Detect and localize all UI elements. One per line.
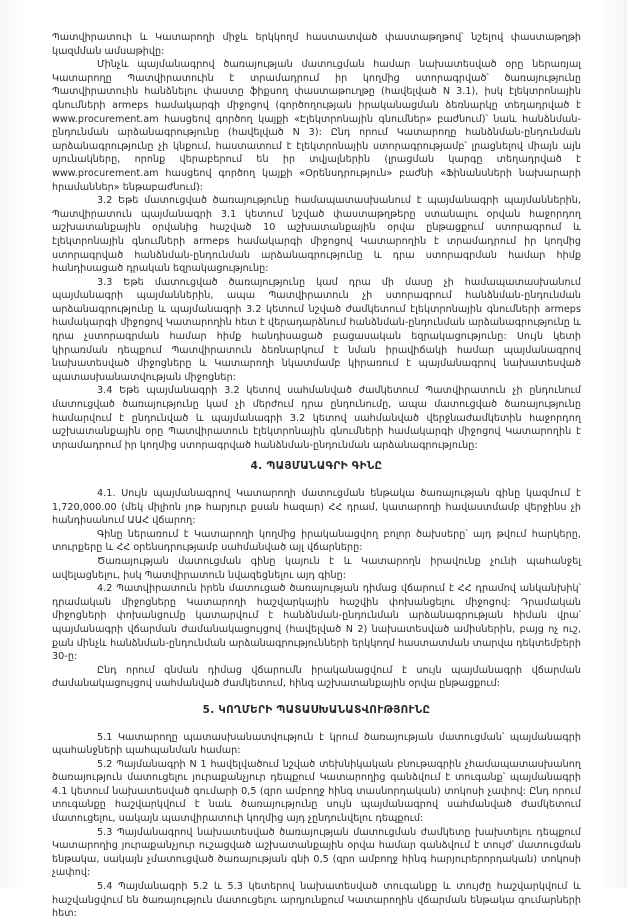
document-body — [52, 31, 581, 921]
section-5-heading: 5. ԿՈՂՄԵՐԻ ՊԱՏԱՍԽԱՆԱՏՎՈՒԹՅՈՒՆԸ — [202, 703, 431, 716]
paragraph-price-fixed: Ծառայության մատուցման գինը կայուն է և Կատարողն իրավունք չունի պահանջել ավելացնելու, իսկ Պատվիրատուն նվազեցնելու այդ գինը: — [52, 555, 581, 581]
section-4-heading: 4. ՊԱՅՄԱՆԱԳՐԻ ԳԻՆԸ — [250, 460, 383, 473]
paragraph-4-1: 4.1. Սույն պայմանագրով Կատարողի մատուցման ենթակա ծառայության գինը կազմում է 1,720,000.00 (մեկ միլիոն յոթ հարյուր քսան հազար) ՀՀ դրամ, կատարողի հավաստմամբ վերջինս չի հանդիսանում ԱԱՀ վճարող: — [52, 488, 581, 527]
paragraph-payment-timing: Ընդ որում գնման դիմաց վճարումն իրականացվում է սույն պայմանագրի վճարման ժամանակացույցով սահմանված ժամկետում, հինգ աշխատանքային օրվա ընթացքում: — [52, 664, 581, 690]
paragraph-5-2: 5.2 Պայմանագրի N 1 հավելվածում նշված տեխնիկական բնութագրին չհամապատասխանող ծառայություն մատուցելու յուրաքանչյուր դեպքում Կատարողից գանձվում է տուգանք՝ պայմանագրի 4.1 կետում նախատեսված գումարի 0,5 (զրո ամբողջ հինգ տասնորդական) տոկոսի չափով: Ընդ որում տուգանքը հաշվարկվում է նաև ծառայությունը սույն պայմանագրով սահմանված ժամկետում մատուցելու, սակայն պատվիրատուի կողմից այդ չընդունվելու դեպքում: — [52, 758, 581, 825]
paragraph-3-3: 3.3 Եթե մատուցված ծառայությունը կամ դրա մի մասը չի համապատասխանում պայմանագրի պայմաններին, ապա Պատվիրատուն չի ստորագրում հանձնման-ընդունման արձանագրությունը և պայմանագրի 3.2 կետում նշված ժամկետում էլեկտրոնային գնումների armeps համակարգի միջոցով Կատարողին հետ է վերադարձնում հանձնման-ընդունման արձանագրությունը և դրա չստորագրման համար հիմք հանդիսացած բացասական եզրակացությունը: Սույն կետի կիրառման դեպքում Պատվիրատուն ձեռնարկում է նման իրավիճակի համար պայմանագրով նախատեսված միջոցները և Կատարողի նկատմամբ կիրառում է պայմանագրով նախատեսված պատասխանատվության միջոցներ: — [52, 276, 581, 383]
paragraph-3-2: 3.2 Եթե մատուցված ծառայությունը համապատասխանում է պայմանագրի պայմաններին, Պատվիրատուն պայմանագրի 3.1 կետում նշված փաստաթղթերը ստանալու օրվան հաջորդող աշխատանքային օրվանից հաշված 10 աշխատանքային օրվա ընթացքում ստորագրում և էլեկտրոնային գնումների armeps համակարգի միջոցով Կատարողին է տրամադրում իր կողմից ստորագրված հանձնման-ընդունման արձանագրությունը և դրա ստորագրման համար հիմք հանդիսացած դրական եզրակացությունը: — [52, 195, 581, 275]
paragraph-price-includes: Գինը ներառում է Կատարողի կողմից իրականացվող բոլոր ծախսերը՝ այդ թվում հարկերը, տուրքերը և ՀՀ օրենսդրությամբ սահմանված այլ վճարները: — [52, 528, 581, 554]
paragraph-3-4: 3.4 Եթե պայմանագրի 3.2 կետով սահմանված ժամկետում Պատվիրատուն չի ընդունում մատուցված ծառայությունը կամ չի մերժում դրա ընդունումը, ապա մատուցված ծառայությունը համարվում է ընդունված և պայմանագրի 3.2 կետով սահմանված վերջնաժամկետին հաջորդող աշխատանքային օրը Պատվիրատուն էլեկտրոնային գնումների համակարգի միջոցով Կատարողին է տրամադրում իր կողմից ստորագրված հանձնման-ընդունման արձանագրությունը: — [52, 385, 581, 451]
paragraph-4-2: 4.2 Պատվիրատուն իրեն մատուցած ծառայության դիմաց վճարում է ՀՀ դրամով անկանխիկ՝ դրամական միջոցները Կատարողի հաշվարկային հաշվին փոխանցելու միջոցով: Դրամական միջոցների փոխանցումը կատարվում է հանձնման-ընդունման արձանագրության հիման վրա՝ պայմանագրի վճարման ժամանակացույցով (հավելված N 2) նախատեսված ամիսներին, բայց ոչ ուշ, քան մինչև հանձնման-ընդունման արձանագրությունների երկկողմ հաստատման տարվա դեկտեմբերի 30-ը: — [52, 583, 581, 663]
paragraph-5-4: 5.4 Պայմանագրի 5.2 և 5.3 կետերով նախատեսված տուգանքը և տույժը հաշվարկվում և հաշվանցվում են ծառայություն մատուցելու արդյունքում Կատարողին վճարման ենթակա գումարների հետ: — [52, 881, 581, 920]
paragraph-5-1: 5.1 Կատարողը պատասխանատվություն է կրում ծառայության մատուցման՝ պայմանագրի պահանջների պահպանման համար: — [52, 731, 581, 757]
paragraph-acceptance-date: Պատվիրատուի և Կատարողի միջև երկկողմ հաստատված փաստաթղթով՝ նշելով փաստաթղթի կազմման ամսաթիվը: — [52, 32, 581, 57]
paragraph-5-3: 5.3 Պայմանագրով նախատեսված ծառայության մատուցման ժամկետը խախտելու դեպքում Կատարողից յուրաքանչյուր ուշացված աշխատանքային օրվա համար գանձվում է տույժ՝ մատուցման ենթակա, սակայն չմատուցված ծառայության գնի 0,5 (զրո ամբողջ հինգ հարյուրերորդական) տոկոսի չափով: — [52, 826, 581, 879]
paragraph-handover-document: Մինչև պայմանագրով ծառայության մատուցման համար նախատեսված օրը ներառյալ Կատարողը Պատվիրատուին է տրամադրում իր կողմից ստորագրված՝ ծառայությունը Պատվիրատուին հանձնելու փաստը ֆիքսող փաստաթուղթը (հավելված N 3.1), իսկ էլեկտրոնային գնումների armeps համակարգի միջոցով (գործողության իրականացման ձեռնարկը տեղադրված է www.procurement.am հասցեով գործող կայքի «Էլեկտրոնային գնումներ» բաժնում)՝ նաև հանձնման-ընդունման արձանագրությունը (հավելված N 3): Ընդ որում Կատարողը հանձնման-ընդունման արձանագրությունը չի կնքում, հաստատում է էլեկտրոնային ստորագրությամբ՝ լրացնելով միայն այն սյունակները, որոնք վերաբերում են իր տվյալներին (լրացման կարգը տեղադրված է www.procurement.am հասցեով գործող կայքի «Օրենսդրություն» բաժնի «Ֆինանսների նախարարի հրամաններ» ենթաբաժնում): — [52, 59, 581, 193]
